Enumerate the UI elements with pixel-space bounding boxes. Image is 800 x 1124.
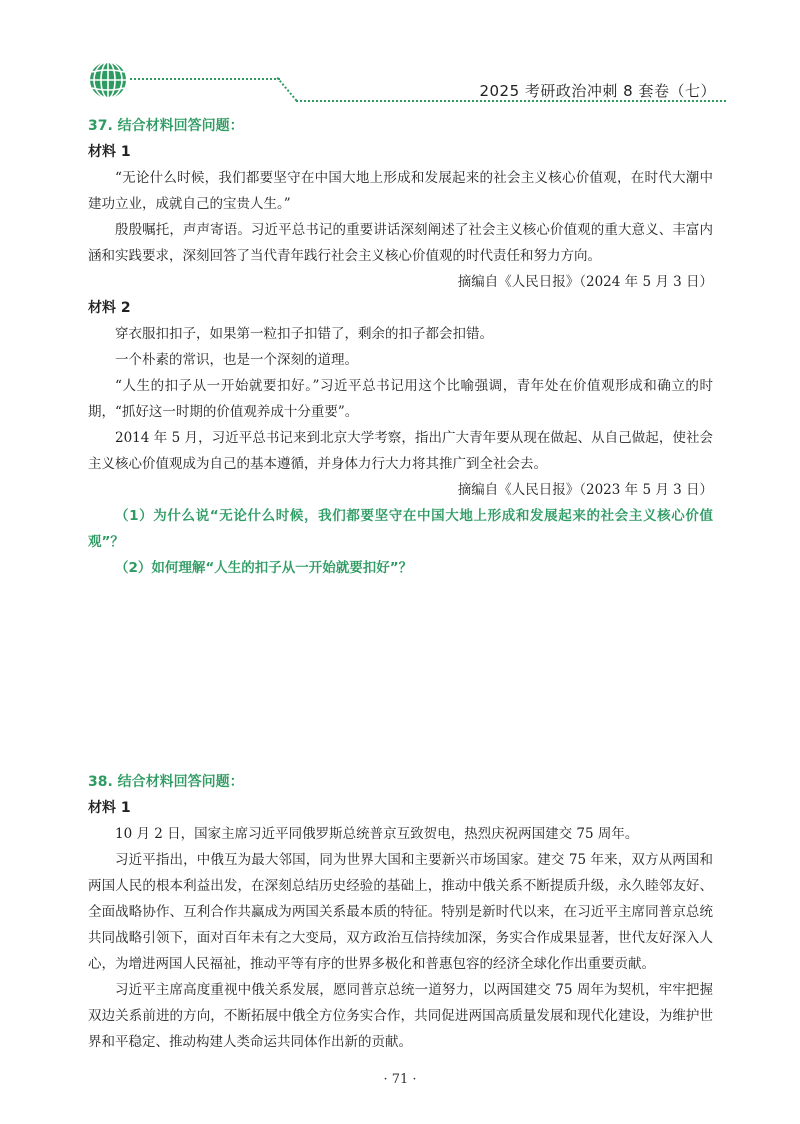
sub-question: （1）为什么说“无论什么时候，我们都要坚守在中国大地上形成和发展起来的社会主义核心价值观”？	[88, 508, 713, 550]
page-header	[0, 0, 800, 112]
material-paragraph: “无论什么时候，我们都要坚守在中国大地上形成和发展起来的社会主义核心价值观，在时代大潮中建功立业，成就自己的宝贵人生。”	[88, 170, 713, 212]
question-38	[88, 769, 713, 1055]
material-paragraph: 2014 年 5 月，习近平总书记来到北京大学考察，指出广大青年要从现在做起、从自己做起，使社会主义核心价值观成为自己的基本遵循，并身体力行大力将其推广到全社会去。	[88, 430, 713, 472]
page-number: · 71 ·	[383, 1072, 417, 1087]
material-source: 摘编自《人民日报》（2023 年 5 月 3 日）	[457, 482, 713, 498]
material-paragraph: 10 月 2 日，国家主席习近平同俄罗斯总统普京互致贺电，热烈庆祝两国建交 75 周年。	[115, 826, 639, 842]
header-dotted-line-diagonal	[276, 77, 297, 101]
material-source: 摘编自《人民日报》（2024 年 5 月 3 日）	[457, 274, 713, 290]
question-title: 38. 结合材料回答问题：	[88, 774, 244, 790]
header-title: 2025 考研政治冲刺 8 套卷（七）	[479, 82, 716, 100]
question-title: 37. 结合材料回答问题：	[88, 118, 244, 134]
sub-question: （2）如何理解“人生的扣子从一开始就要扣好”？	[115, 560, 413, 576]
material-paragraph: 一个朴素的常识，也是一个深刻的道理。	[115, 352, 358, 368]
material-paragraph: 殷殷嘱托，声声寄语。习近平总书记的重要讲话深刻阐述了社会主义核心价值观的重大意义、丰富内涵和实践要求，深刻回答了当代青年践行社会主义核心价值观的时代责任和努力方向。	[88, 222, 713, 264]
material-paragraph: “人生的扣子从一开始就要扣好。”习近平总书记用这个比喻强调，青年处在价值观形成和确立的时期，“抓好这一时期的价值观养成十分重要”。	[88, 378, 713, 420]
globe-icon	[88, 60, 128, 100]
material-paragraph: 习近平主席高度重视中俄关系发展，愿同普京总统一道努力，以两国建交 75 周年为契机，牢牢把握双边关系前进的方向，不断拓展中俄全方位务实合作，共同促进两国高质量发展和现代化建设，为维护世界和平稳定、推动构建人类命运共同体作出新的贡献。	[88, 982, 713, 1050]
material-label: 材料 2	[88, 300, 131, 316]
header-dotted-line	[130, 78, 280, 80]
material-paragraph: 穿衣服扣扣子，如果第一粒扣子扣错了，剩余的扣子都会扣错。	[115, 326, 493, 342]
material-label: 材料 1	[88, 144, 131, 160]
question-37	[88, 113, 713, 581]
material-label: 材料 1	[88, 800, 131, 816]
material-paragraph: 习近平指出，中俄互为最大邻国，同为世界大国和主要新兴市场国家。建交 75 年来，双方从两国和两国人民的根本利益出发，在深刻总结历史经验的基础上，推动中俄关系不断提质升级，永久睦邻友好、全面战略协作、互利合作共赢成为两国关系最本质的特征。特别是新时代以来，在习近平主席同普京总统共同战略引领下，面对百年未有之大变局，双方政治互信持续加深，务实合作成果显著，世代友好深入人心，为增进两国人民福祉，推动平等有序的世界多极化和普惠包容的经济全球化作出重要贡献。	[88, 852, 713, 972]
